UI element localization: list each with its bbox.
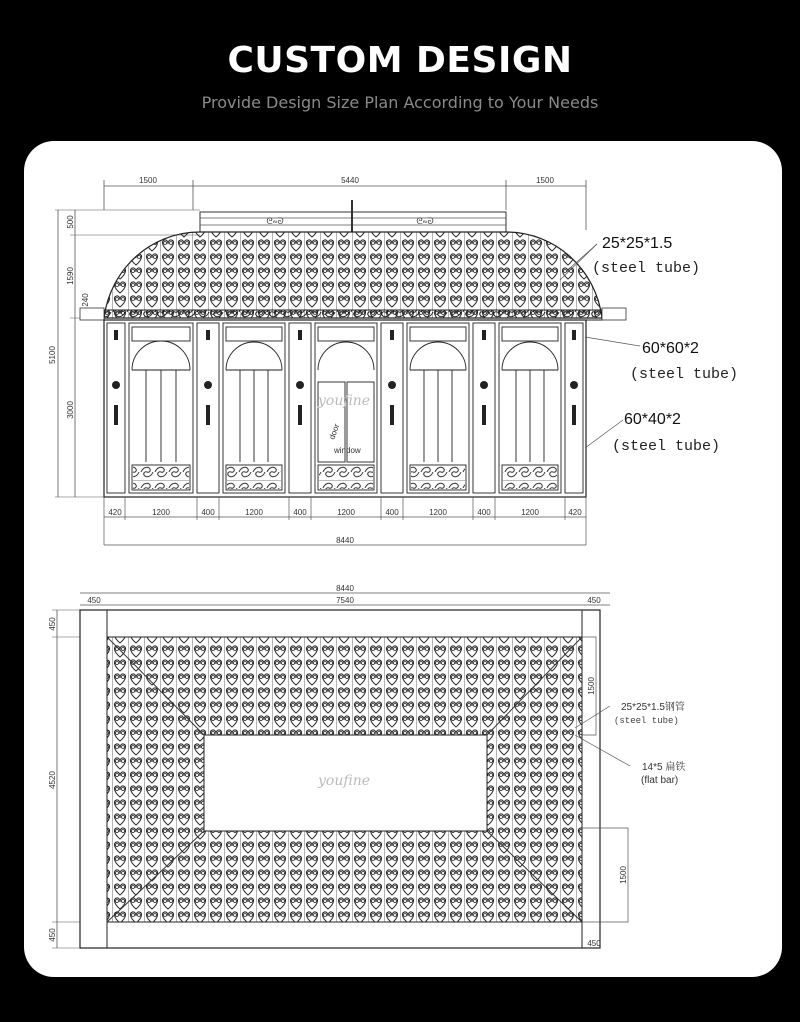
plan-margin-left: 450 (87, 596, 101, 605)
dim-bottom: 1200 (337, 508, 355, 517)
plan-inner-width: 7540 (336, 596, 354, 605)
dim-bottom: 400 (477, 508, 491, 517)
plan-callout-flatbar-material: (flat bar) (641, 775, 679, 786)
dim-top-right: 1500 (536, 176, 554, 185)
dim-overall-width: 8440 (336, 536, 354, 545)
dim-bottom: 1200 (245, 508, 263, 517)
plan-margin-right: 450 (587, 596, 601, 605)
callout-roof-tube-spec: 25*25*1.5 (602, 235, 673, 252)
dim-top-left: 1500 (139, 176, 157, 185)
plan-callout-tube-material: (steel tube) (614, 716, 679, 726)
dim-left-total: 5100 (48, 346, 57, 364)
watermark-plan: youfine (318, 773, 370, 789)
page-title: CUSTOM DESIGN (227, 40, 573, 81)
dim-bottom: 420 (108, 508, 122, 517)
callout-frame-tube-spec: 60*40*2 (624, 411, 681, 428)
plan-dim-right-top: 1500 (587, 677, 596, 695)
callout-roof-tube-material: (steel tube) (592, 260, 701, 277)
watermark-elevation: youfine (318, 393, 370, 409)
plan-dim-right-bottom: 1500 (619, 866, 628, 884)
plan-dim-left-top: 450 (48, 617, 57, 631)
dim-bottom: 1200 (521, 508, 539, 517)
plan-margin-bottom: 450 (587, 939, 601, 948)
dim-left-wall: 3000 (66, 401, 75, 419)
plan-dim-left-bottom: 450 (48, 928, 57, 942)
dim-bottom: 1200 (429, 508, 447, 517)
dim-bottom: 420 (568, 508, 582, 517)
callout-post-tube-spec: 60*60*2 (642, 340, 699, 357)
plan-callout-tube-spec: 25*25*1.5钢管 (621, 702, 685, 713)
svg-text:ᘓ∾ᘐ: ᘓ∾ᘐ (266, 216, 284, 226)
plan-overall-width: 8440 (336, 584, 354, 593)
drawing-card (24, 141, 782, 977)
callout-frame-tube-material: (steel tube) (612, 438, 721, 455)
technical-drawings (24, 141, 782, 977)
dim-bottom: 1200 (152, 508, 170, 517)
dim-bottom: 400 (201, 508, 215, 517)
page-subtitle: Provide Design Size Plan According to Your Needs (201, 93, 599, 112)
plan-dim-left-middle: 4520 (48, 771, 57, 789)
plan-callout-flatbar-spec: 14*5 扁铁 (642, 762, 686, 773)
dim-left-eave: 240 (81, 293, 90, 307)
callout-post-tube-material: (steel tube) (630, 366, 739, 383)
elevation-view (48, 176, 738, 545)
dim-left-roof: 1590 (66, 267, 75, 285)
dim-left-top: 500 (66, 215, 75, 229)
door-label: door (327, 422, 342, 441)
plan-view (48, 584, 685, 948)
svg-text:ᘓ∾ᘐ: ᘓ∾ᘐ (416, 216, 434, 226)
dim-bottom: 400 (293, 508, 307, 517)
dim-bottom: 400 (385, 508, 399, 517)
window-label: window (334, 446, 361, 455)
dim-top-center: 5440 (341, 176, 359, 185)
